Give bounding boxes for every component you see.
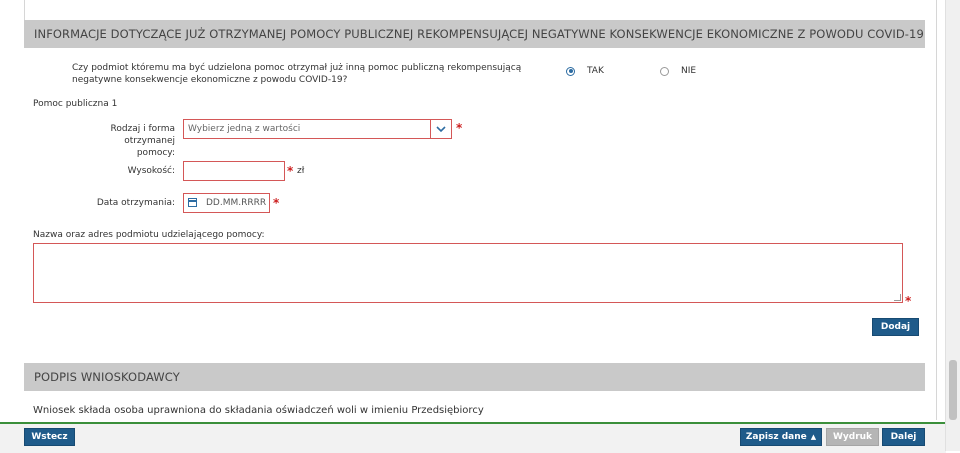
required-marker: * xyxy=(273,196,280,210)
calendar-icon[interactable] xyxy=(188,198,197,207)
entity-label: Nazwa oraz adres podmiotu udzielającego pomocy: xyxy=(33,230,265,240)
required-marker: * xyxy=(287,164,294,178)
radio-yes-label: TAK xyxy=(587,66,604,76)
amount-input[interactable] xyxy=(183,161,285,181)
aid-type-label-line2: pomocy: xyxy=(136,148,175,158)
aid-question: Czy podmiot któremu ma być udzielona pomoc otrzymał już inną pomoc publiczną rekompensującą negatywne konsekwencje ekonomiczne z powodu COVID-19? xyxy=(72,63,522,85)
required-marker: * xyxy=(905,294,912,308)
aid-type-select[interactable] xyxy=(183,119,452,139)
amount-unit: zł xyxy=(297,166,305,176)
caret-up-icon: ▲ xyxy=(810,433,817,441)
add-aid-button[interactable]: Dodaj xyxy=(872,318,919,336)
section-title: INFORMACJE DOTYCZĄCE JUŻ OTRZYMANEJ POMOCY PUBLICZNEJ REKOMPENSUJĄCEJ NEGATYWNE KONSEKWENCJE EKONOMICZNE Z POWODU COVID-19 xyxy=(34,27,924,41)
entity-textarea[interactable] xyxy=(33,243,903,303)
right-border xyxy=(936,0,937,420)
radio-no[interactable] xyxy=(660,66,696,76)
aid-type-label xyxy=(60,123,175,159)
resize-handle-icon[interactable] xyxy=(894,294,901,301)
scrollbar-thumb[interactable] xyxy=(949,360,957,420)
radio-yes[interactable] xyxy=(566,66,604,76)
save-button[interactable] xyxy=(740,428,822,446)
date-placeholder: DD.MM.RRRR xyxy=(206,198,267,208)
chevron-down-icon[interactable] xyxy=(430,120,451,138)
print-button[interactable]: Wydruk xyxy=(826,428,879,446)
left-border xyxy=(24,0,25,20)
section-title: PODPIS WNIOSKODAWCY xyxy=(34,370,180,384)
date-label: Data otrzymania: xyxy=(96,198,175,208)
section-header-covid-aid xyxy=(24,20,925,48)
required-marker: * xyxy=(456,121,463,135)
radio-no-dot[interactable] xyxy=(660,67,669,76)
signature-text: Wniosek składa osoba uprawniona do składania oświadczeń woli w imieniu Przedsiębiorcy xyxy=(33,405,484,416)
back-button[interactable]: Wstecz xyxy=(24,428,75,446)
amount-label: Wysokość: xyxy=(127,166,175,176)
aid-type-placeholder: Wybierz jedną z wartości xyxy=(188,124,301,134)
save-button-label: Zapisz dane xyxy=(745,432,807,442)
scrollbar[interactable] xyxy=(945,0,960,451)
radio-no-label: NIE xyxy=(681,66,697,76)
radio-yes-dot[interactable] xyxy=(566,67,575,76)
aid-heading: Pomoc publiczna 1 xyxy=(33,99,118,109)
next-button[interactable]: Dalej xyxy=(882,428,925,446)
aid-type-label-line1: Rodzaj i forma otrzymanej xyxy=(110,124,175,146)
section-header-signature xyxy=(24,363,925,391)
